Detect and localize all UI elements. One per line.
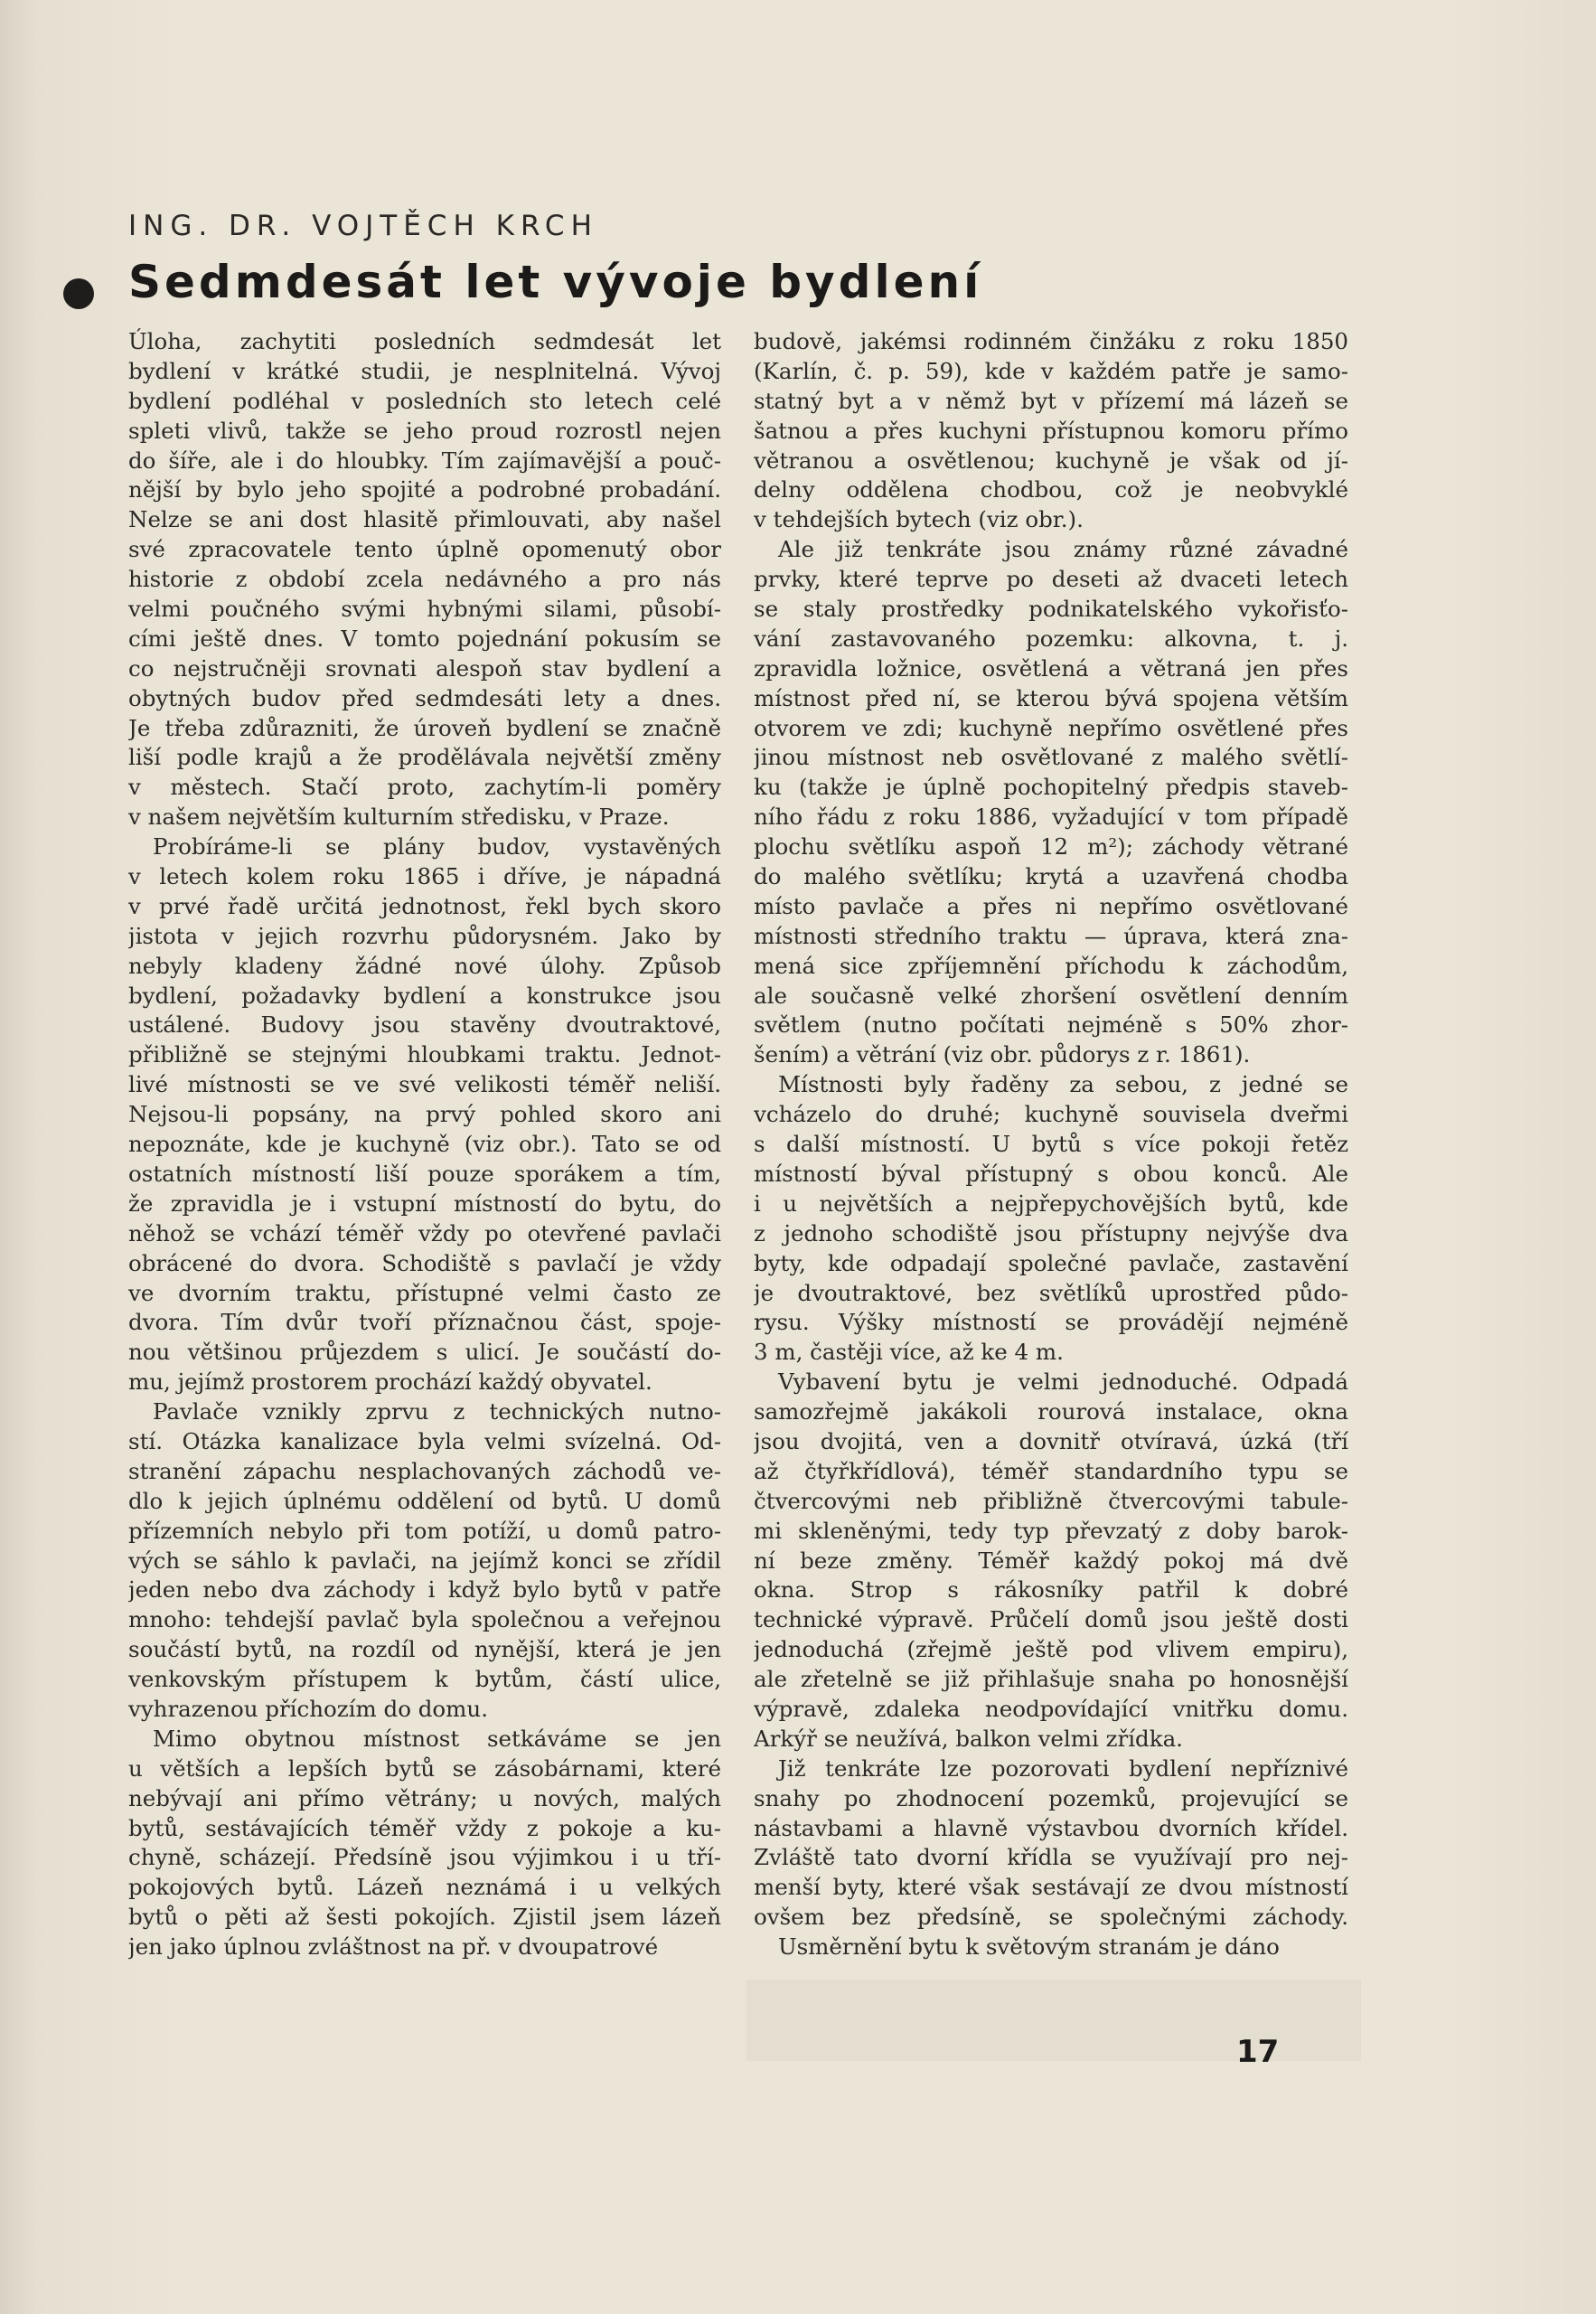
text-line: šením) a větrání (viz obr. půdorys z r. 1861). <box>754 1041 1251 1068</box>
text-line: do šíře, ale i do hloubky. Tím zajímavější a pouč- <box>128 447 721 474</box>
text-line: s další místností. U bytů s více pokoji řetěz <box>754 1131 1348 1158</box>
text-line: ale zřetelně se již přihlašuje snaha po honosnější <box>754 1666 1348 1693</box>
text-line: cími ještě dnes. V tomto pojednání pokusím se <box>128 625 721 652</box>
text-line: Zvláště tato dvorní křídla se využívají pro nej- <box>754 1844 1348 1871</box>
text-line: v prvé řadě určitá jednotnost, řekl bych skoro <box>128 892 721 919</box>
text-line: Je třeba zdůrazniti, že úroveň bydlení se značně <box>128 714 721 741</box>
text-line: světlem (nutno počítati nejméně s 50% zhor- <box>754 1011 1348 1039</box>
text-line: bydlení, požadavky bydlení a konstrukce jsou <box>128 982 721 1009</box>
text-line: stí. Otázka kanalizace byla velmi svízelná. Od- <box>128 1427 721 1454</box>
text-line: zpravidla ložnice, osvětlená a větraná jen přes <box>754 654 1348 682</box>
text-line: 3 m, častěji více, až ke 4 m. <box>754 1339 1064 1366</box>
text-line: čtvercovými neb přibližně čtvercovými tabule- <box>754 1487 1348 1514</box>
text-line: nepoznáte, kde je kuchyně (viz obr.). Tato se od <box>128 1131 721 1158</box>
left-column <box>128 327 721 1962</box>
author-name: ING. DR. VOJTĚCH KRCH <box>128 210 598 242</box>
text-line: vyhrazenou příchozím do domu. <box>128 1695 488 1722</box>
text-line: něhož se vchází téměř vždy po otevřené pavlači <box>128 1219 721 1246</box>
text-line: vání zastavovaného pozemku: alkovna, t. j. <box>754 625 1348 652</box>
text-line: Ale již tenkráte jsou známy různé závadné <box>777 536 1348 563</box>
text-line: obytných budov před sedmdesáti lety a dnes. <box>128 684 721 711</box>
text-line: bydlení v krátké studii, je nesplnitelná. Vývoj <box>128 357 721 384</box>
text-line: se staly prostředky podnikatelského vykořisťo- <box>754 596 1348 623</box>
text-line: livé místnosti se ve své velikosti téměř neliší. <box>128 1071 721 1098</box>
text-line: Nelze se ani dost hlasitě přimlouvati, aby našel <box>128 506 721 533</box>
text-line: otvorem ve zdi; kuchyně nepřímo osvětlené přes <box>754 714 1348 741</box>
text-line: spleti vlivů, takže se jeho proud rozrostl nejen <box>128 417 721 444</box>
text-line: Mimo obytnou místnost setkáváme se jen <box>152 1725 721 1752</box>
text-line: v městech. Stačí proto, zachytím-li poměry <box>128 774 721 801</box>
text-line: i u největších a nejpřepychovějších bytů, kde <box>754 1190 1348 1217</box>
text-line: okna. Strop s rákosníky patřil k dobré <box>754 1576 1348 1604</box>
text-line: jinou místnost neb osvětlované z malého světlí- <box>754 744 1348 771</box>
text-line: ustálené. Budovy jsou stavěny dvoutraktové, <box>128 1011 721 1039</box>
text-line: Již tenkráte lze pozorovati bydlení nepříznivé <box>777 1754 1348 1782</box>
text-line: jednoduchá (zřejmě ještě pod vlivem empiru), <box>754 1636 1348 1663</box>
text-line: delny oddělena chodbou, což je neobvyklé <box>754 476 1348 503</box>
title-bullet-icon <box>63 278 94 309</box>
text-line: Usměrnění bytu k světovým stranám je dáno <box>777 1933 1280 1961</box>
article-title: Sedmdesát let vývoje bydlení <box>128 256 983 308</box>
text-line: technické výpravě. Průčelí domů jsou ještě dosti <box>754 1606 1348 1633</box>
text-line: samozřejmě jakákoli rourová instalace, okna <box>754 1398 1348 1425</box>
text-line: ve dvorním traktu, přístupné velmi často ze <box>128 1279 721 1306</box>
text-line: své zpracovatele tento úplně opomenutý obor <box>128 536 721 563</box>
text-line: velmi poučného svými hybnými silami, působí- <box>128 596 721 623</box>
text-line: budově, jakémsi rodinném činžáku z roku 1850 <box>754 328 1348 354</box>
text-line: nější by bylo jeho spojité a podrobné probadání. <box>128 476 721 503</box>
text-line: venkovským přístupem k bytům, částí ulice, <box>128 1666 721 1693</box>
text-line: statný byt a v němž byt v přízemí má lázeň se <box>754 387 1348 414</box>
text-line: místností býval přístupný s obou konců. Ale <box>754 1160 1348 1187</box>
text-line: místnosti středního traktu — úprava, která zna- <box>754 922 1348 949</box>
text-line: v tehdejších bytech (viz obr.). <box>754 506 1084 533</box>
text-line: mu, jejímž prostorem prochází každý obyvatel. <box>128 1369 652 1396</box>
right-column <box>754 327 1348 1962</box>
text-line: vcházelo do druhé; kuchyně souvisela dveřmi <box>754 1101 1348 1128</box>
text-line: vých se sáhlo k pavlači, na jejímž konci se zřídil <box>128 1547 721 1574</box>
text-line: dlo k jejich úplnému oddělení od bytů. U domů <box>128 1487 721 1514</box>
text-line: přízemních nebylo při tom potíží, u domů patro- <box>128 1517 721 1544</box>
text-line: snahy po zhodnocení pozemků, projevující se <box>754 1784 1348 1811</box>
text-line: historie z období zcela nedávného a pro nás <box>128 566 721 593</box>
text-line: mená sice zpříjemnění příchodu k záchodům, <box>754 952 1348 979</box>
text-line: Úloha, zachytiti posledních sedmdesát let <box>128 328 721 354</box>
text-line: (Karlín, č. p. 59), kde v každém patře je samo- <box>754 357 1348 384</box>
text-line: jen jako úplnou zvláštnost na př. v dvoupatrové <box>128 1933 659 1961</box>
text-line: místo pavlače a přes ni nepřímo osvětlované <box>754 892 1348 919</box>
text-line: plochu světlíku aspoň 12 m²); záchody větrané <box>754 833 1348 861</box>
text-line: v letech kolem roku 1865 i dříve, je nápadná <box>128 863 721 890</box>
text-line: ní beze změny. Téměř každý pokoj má dvě <box>754 1547 1348 1574</box>
text-line: že zpravidla je i vstupní místností do bytu, do <box>128 1190 721 1217</box>
text-line: větranou a osvětlenou; kuchyně je však od jí- <box>754 447 1348 474</box>
text-line: místnost před ní, se kterou bývá spojena větším <box>754 684 1348 711</box>
text-line: chyně, scházejí. Předsíně jsou výjimkou i u tří- <box>128 1844 721 1871</box>
text-line: bytů o pěti až šesti pokojích. Zjistil jsem lázeň <box>128 1904 721 1931</box>
text-line: až čtyřkřídlová), téměř standardního typu se <box>754 1457 1348 1484</box>
text-line: menší byty, které však sestávají ze dvou místností <box>754 1874 1348 1901</box>
text-line: přibližně se stejnými hloubkami traktu. Jednot- <box>128 1041 721 1068</box>
text-line: jeden nebo dva záchody i když bylo bytů v patře <box>128 1576 721 1604</box>
text-line: Pavlače vznikly zprvu z technických nutno- <box>152 1398 721 1425</box>
text-line: Nejsou-li popsány, na prvý pohled skoro ani <box>128 1101 721 1128</box>
text-line: bydlení podléhal v posledních sto letech celé <box>128 387 721 414</box>
text-line: pokojových bytů. Lázeň neznámá i u velkých <box>128 1874 721 1901</box>
text-line: liší podle krajů a že prodělávala největší změny <box>128 744 721 771</box>
page-number: 17 <box>1236 2034 1280 2070</box>
text-line: bytů, sestávajících téměř vždy z pokoje a ku- <box>128 1814 721 1841</box>
text-line: ku (takže je úplně pochopitelný předpis staveb- <box>754 774 1348 801</box>
text-line: mi skleněnými, tedy typ převzatý z doby barok- <box>754 1517 1348 1544</box>
text-line: součástí bytů, na rozdíl od nynější, která je jen <box>128 1636 721 1663</box>
text-line: Vybavení bytu je velmi jednoduché. Odpadá <box>777 1369 1348 1396</box>
text-line: u větších a lepších bytů se zásobárnami, které <box>128 1754 721 1782</box>
text-line: nástavbami a hlavně výstavbou dvorních křídel. <box>754 1814 1348 1841</box>
text-line: ního řádu z roku 1886, vyžadující v tom případě <box>754 804 1348 831</box>
text-line: rysu. Výšky místností se provádějí nejméně <box>754 1309 1348 1336</box>
text-line: nebyly kladeny žádné nové úlohy. Způsob <box>128 952 721 979</box>
text-line: šatnou a přes kuchyni přístupnou komoru přímo <box>754 417 1348 444</box>
text-line: z jednoho schodiště jsou přístupny nejvýše dva <box>754 1219 1348 1246</box>
text-line: jsou dvojitá, ven a dovnitř otvíravá, úzká (tří <box>754 1427 1348 1454</box>
text-line: v našem největším kulturním středisku, v Praze. <box>128 804 670 831</box>
text-line: ovšem bez předsíně, se společnými záchody. <box>754 1904 1348 1931</box>
text-line: Arkýř se neužívá, balkon velmi zřídka. <box>754 1725 1183 1752</box>
text-line: je dvoutraktové, bez světlíků uprostřed půdo- <box>754 1279 1348 1306</box>
text-line: výpravě, zdaleka neodpovídající vnitřku domu. <box>754 1695 1348 1722</box>
text-line: co nejstručněji srovnati alespoň stav bydlení a <box>128 654 721 682</box>
text-line: jistota v jejich rozvrhu půdorysném. Jako by <box>128 922 721 949</box>
text-line: do malého světlíku; krytá a uzavřená chodba <box>754 863 1348 890</box>
text-line: byty, kde odpadají společné pavlače, zastavění <box>754 1249 1348 1276</box>
text-line: prvky, které teprve po deseti až dvaceti letech <box>754 566 1348 593</box>
text-line: mnoho: tehdejší pavlač byla společnou a veřejnou <box>128 1606 721 1633</box>
text-line: Probíráme-li se plány budov, vystavěných <box>152 833 721 861</box>
text-line: obrácené do dvora. Schodiště s pavlačí je vždy <box>128 1249 721 1276</box>
text-line: ale současně velké zhoršení osvětlení denním <box>754 982 1348 1009</box>
text-line: nebývají ani přímo větrány; u nových, malých <box>128 1784 721 1811</box>
text-line: stranění zápachu nesplachovaných záchodů ve- <box>128 1457 721 1484</box>
text-line: dvora. Tím dvůr tvoří příznačnou část, spoje- <box>128 1309 721 1336</box>
text-line: Místnosti byly řaděny za sebou, z jedné se <box>777 1071 1348 1098</box>
text-line: nou většinou průjezdem s ulicí. Je součástí do- <box>128 1339 721 1366</box>
text-line: ostatních místností liší pouze sporákem a tím, <box>128 1160 721 1187</box>
